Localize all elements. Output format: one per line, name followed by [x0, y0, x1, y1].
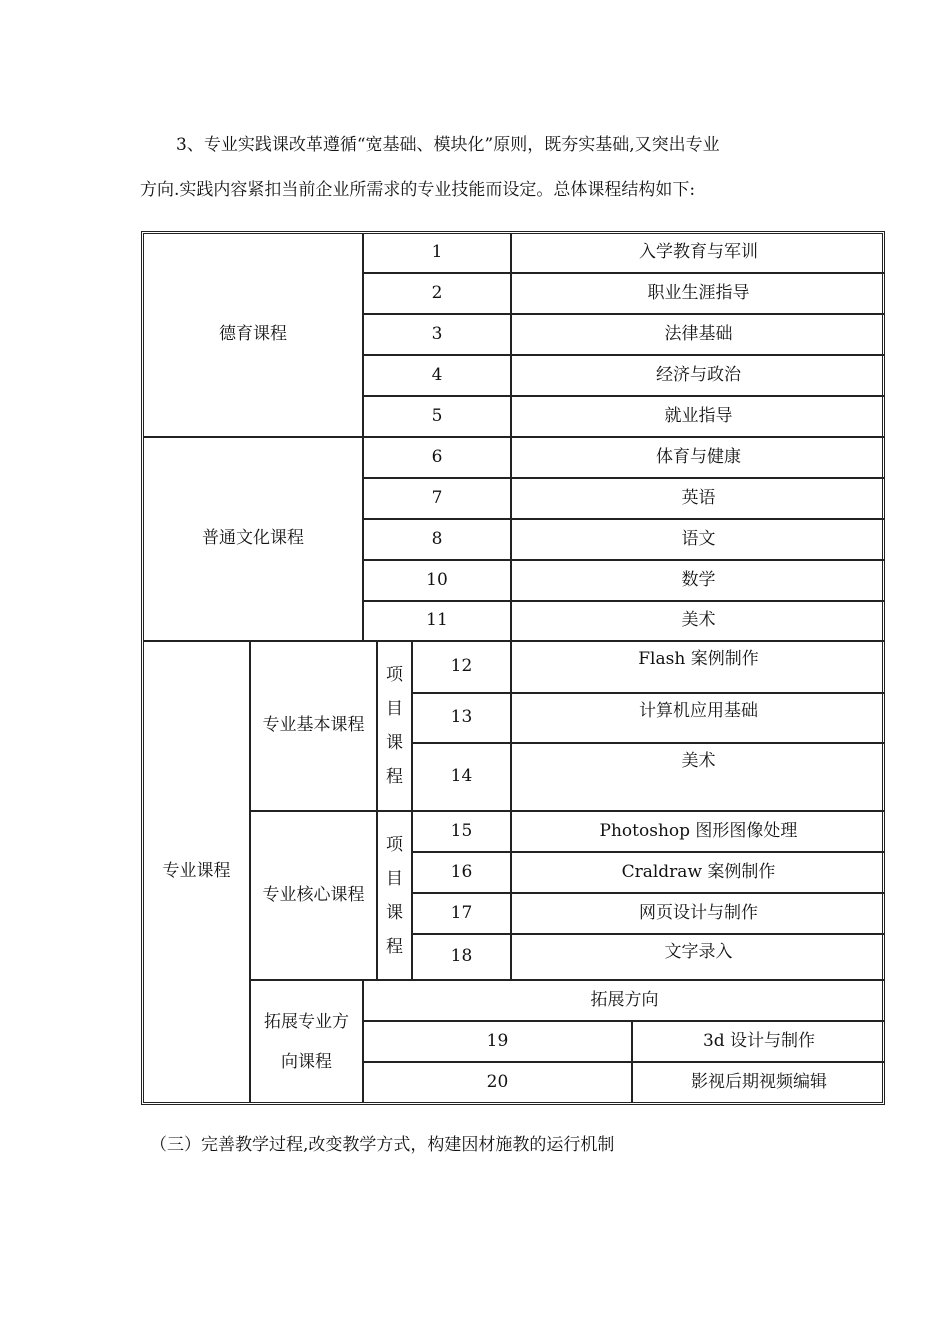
course-name: Photoshop 图形图像处理 [599, 820, 798, 841]
subcategory-basic: 专业基本课程 [262, 715, 365, 736]
extension-name-line1: 拓展专业方 [264, 1011, 349, 1032]
course-name: 影视后期视频编辑 [691, 1071, 827, 1092]
extension-header: 拓展方向 [590, 989, 659, 1010]
course-name: 法律基础 [664, 323, 733, 344]
project-label-char: 课 [386, 733, 403, 753]
course-number: 10 [426, 569, 448, 590]
course-number: 8 [431, 528, 443, 549]
project-label-char: 项 [386, 834, 403, 855]
course-number: 3 [431, 323, 443, 344]
intro-paragraph-line2: 方向.实践内容紧扣当前企业所需求的专业技能而设定。总体课程结构如下: [140, 180, 696, 200]
course-name: 网页设计与制作 [639, 902, 758, 923]
course-number: 6 [431, 446, 443, 467]
course-number: 20 [486, 1071, 509, 1092]
course-name: 入学教育与军训 [639, 242, 758, 263]
course-number: 11 [426, 610, 448, 631]
project-label-char: 目 [386, 699, 403, 719]
project-label-char: 项 [386, 665, 403, 685]
course-number: 12 [450, 656, 473, 677]
project-course-label [378, 642, 411, 810]
course-name: Craldraw 案例制作 [621, 861, 776, 882]
course-number: 14 [450, 766, 473, 787]
project-course-label [378, 812, 411, 979]
course-number: 7 [431, 487, 443, 508]
project-label-char: 课 [386, 902, 403, 923]
section-heading: （三）完善教学过程,改变教学方式，构建因材施教的运行机制 [150, 1135, 615, 1155]
category-general: 普通文化课程 [202, 528, 304, 549]
category-professional: 专业课程 [162, 861, 231, 882]
course-name: 体育与健康 [656, 446, 741, 467]
course-number: 5 [431, 405, 443, 426]
course-number: 18 [450, 946, 473, 967]
course-name: 经济与政治 [656, 364, 741, 385]
subcategory-core: 专业核心课程 [262, 884, 365, 905]
category-moral: 德育课程 [219, 324, 287, 345]
course-name: 语文 [681, 528, 716, 549]
course-number: 16 [450, 861, 473, 882]
course-number: 1 [431, 242, 443, 263]
course-structure-table [141, 231, 885, 1105]
course-name: 英语 [681, 487, 716, 508]
course-name: Flash 案例制作 [638, 649, 759, 669]
course-name: 就业指导 [664, 405, 733, 426]
project-label-char: 程 [386, 936, 403, 957]
project-label-char: 目 [386, 868, 403, 889]
project-label-char: 程 [386, 767, 403, 787]
course-name: 3d 设计与制作 [702, 1030, 816, 1051]
course-name: 美术 [681, 751, 716, 771]
subcategory-extension [251, 981, 362, 1102]
extension-name-line2: 向课程 [281, 1051, 332, 1072]
course-number: 4 [431, 364, 443, 385]
course-number: 19 [486, 1030, 509, 1051]
course-name: 美术 [681, 610, 716, 631]
course-name: 数学 [681, 569, 716, 590]
course-name: 计算机应用基础 [639, 701, 758, 721]
course-name: 职业生涯指导 [647, 282, 750, 303]
course-number: 17 [450, 902, 473, 923]
course-number: 13 [450, 707, 473, 728]
course-number: 2 [431, 282, 443, 303]
course-number: 15 [450, 820, 473, 841]
course-name: 文字录入 [664, 942, 733, 962]
intro-paragraph-line1: 3、专业实践课改革遵循“宽基础、模块化”原则，既夯实基础,又突出专业 [176, 135, 720, 155]
